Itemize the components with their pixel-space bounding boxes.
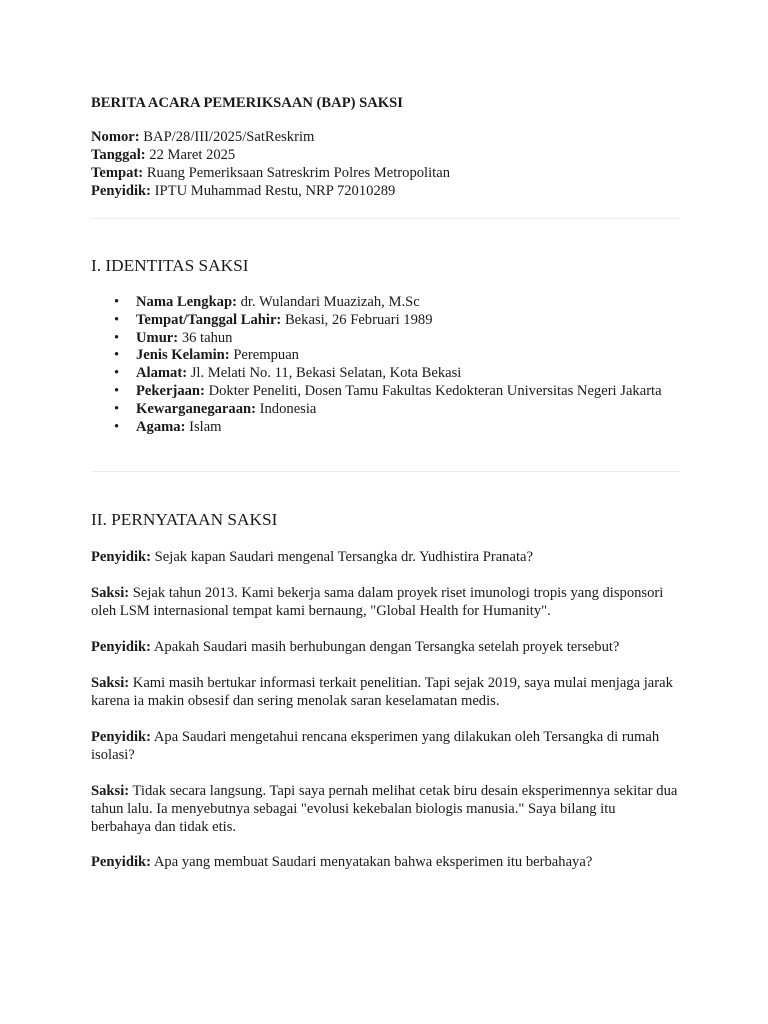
meta-label: Tanggal:: [91, 147, 146, 163]
list-item: [114, 365, 679, 383]
dialogue-entry-penyidik: [91, 548, 679, 566]
statement-text: Apa Saudari mengetahui rencana eksperimen yang dilakukan oleh Tersangka di rumah isolasi?: [91, 729, 660, 763]
list-item: [114, 418, 679, 437]
speaker-label: Penyidik:: [91, 729, 152, 745]
item-value: Indonesia: [259, 400, 317, 417]
item-value: Perempuan: [233, 347, 299, 364]
statement-text: Tidak secara langsung. Tapi saya pernah melihat cetak biru desain eksperimennya sekitar dua tahun lalu. Ia menyebutnya sebagai "evolusi kekebalan biologis manusia." Saya bilang itu berbahaya dan tidak etis.: [91, 783, 678, 835]
dialogue-entry-saksi: [91, 782, 679, 836]
document-meta: [91, 128, 450, 200]
meta-tempat: [91, 164, 450, 182]
statement-text: Kami masih bertukar informasi terkait penelitian. Tapi sejak 2019, saya mulai menjaga jarak karena ia makin obsesif dan sering menolak saran keselamatan medis.: [91, 675, 673, 709]
dialogue-entry-penyidik: [91, 638, 679, 656]
dialogue-entry-penyidik: [91, 853, 679, 871]
item-label: Jenis Kelamin:: [136, 347, 230, 364]
bullet-icon: •: [114, 382, 120, 399]
speaker-label: Penyidik:: [91, 549, 152, 565]
dialogue-text: [91, 638, 679, 656]
item-label: Agama:: [136, 418, 186, 435]
item-label: Pekerjaan:: [136, 382, 205, 399]
list-item: [114, 400, 679, 419]
section-heading-pernyataan: II. PERNYATAAN SAKSI: [91, 510, 278, 529]
item-label: Kewarganegaraan:: [136, 400, 256, 417]
dialogue-text: [91, 584, 679, 620]
divider: [91, 218, 679, 219]
item-label: Nama Lengkap:: [136, 294, 237, 310]
statement-text: Sejak tahun 2013. Kami bekerja sama dalam proyek riset imunologi tropis yang disponsori oleh LSM internasional tempat kami bernaung, "Global Health for Humanity".: [91, 585, 664, 619]
item-label: Tempat/Tanggal Lahir:: [136, 311, 282, 328]
bullet-icon: •: [114, 365, 120, 382]
dialogue-entry-saksi: [91, 584, 679, 620]
list-item: [114, 347, 679, 365]
meta-value: BAP/28/III/2025/SatReskrim: [143, 129, 315, 145]
dialogue-text: [91, 853, 679, 871]
item-value: Jl. Melati No. 11, Bekasi Selatan, Kota Bekasi: [190, 365, 462, 382]
dialogue-entry-penyidik: [91, 728, 679, 764]
item-value: 36 tahun: [181, 329, 233, 346]
meta-tanggal: [91, 146, 450, 164]
meta-label: Penyidik:: [91, 183, 152, 199]
item-value: Islam: [189, 418, 222, 435]
bullet-icon: •: [114, 347, 120, 364]
identity-list: [91, 294, 679, 436]
bullet-icon: •: [114, 294, 120, 310]
dialogue-text: [91, 674, 679, 710]
speaker-label: Saksi:: [91, 675, 130, 691]
item-value: Bekasi, 26 Februari 1989: [284, 311, 433, 328]
bullet-icon: •: [114, 400, 120, 417]
speaker-label: Saksi:: [91, 783, 130, 799]
statement-text: Sejak kapan Saudari mengenal Tersangka dr. Yudhistira Pranata?: [154, 549, 533, 565]
item-value: dr. Wulandari Muazizah, M.Sc: [240, 294, 420, 310]
meta-value: IPTU Muhammad Restu, NRP 72010289: [154, 183, 396, 199]
bullet-icon: •: [114, 329, 120, 346]
speaker-label: Penyidik:: [91, 854, 152, 870]
speaker-label: Saksi:: [91, 585, 130, 601]
meta-penyidik: [91, 182, 450, 200]
section-heading-identitas: I. IDENTITAS SAKSI: [91, 256, 249, 275]
meta-value: 22 Maret 2025: [149, 147, 236, 163]
speaker-label: Penyidik:: [91, 639, 152, 655]
list-item: [114, 311, 679, 330]
dialogue-text: [91, 728, 679, 764]
item-label: Alamat:: [136, 365, 188, 382]
divider: [91, 471, 679, 472]
statement-text: Apakah Saudari masih berhubungan dengan Tersangka setelah proyek tersebut?: [153, 639, 620, 655]
item-value: Dokter Peneliti, Dosen Tamu Fakultas Kedokteran Universitas Negeri Jakarta: [208, 382, 662, 399]
meta-value: Ruang Pemeriksaan Satreskrim Polres Metropolitan: [146, 165, 450, 181]
document-title: BERITA ACARA PEMERIKSAAN (BAP) SAKSI: [91, 95, 403, 111]
bullet-icon: •: [114, 418, 120, 435]
meta-label: Tempat:: [91, 165, 144, 181]
dialogue-entry-saksi: [91, 674, 679, 710]
dialogue-text: [91, 548, 679, 566]
item-label: Umur:: [136, 329, 179, 346]
dialogue-text: [91, 782, 679, 836]
list-item: [114, 329, 679, 348]
statement-text: Apa yang membuat Saudari menyatakan bahwa eksperimen itu berbahaya?: [153, 854, 593, 870]
list-item: [114, 294, 679, 312]
meta-nomor: [91, 128, 450, 146]
list-item: [114, 382, 679, 401]
meta-label: Nomor:: [91, 129, 140, 145]
bullet-icon: •: [114, 311, 120, 328]
